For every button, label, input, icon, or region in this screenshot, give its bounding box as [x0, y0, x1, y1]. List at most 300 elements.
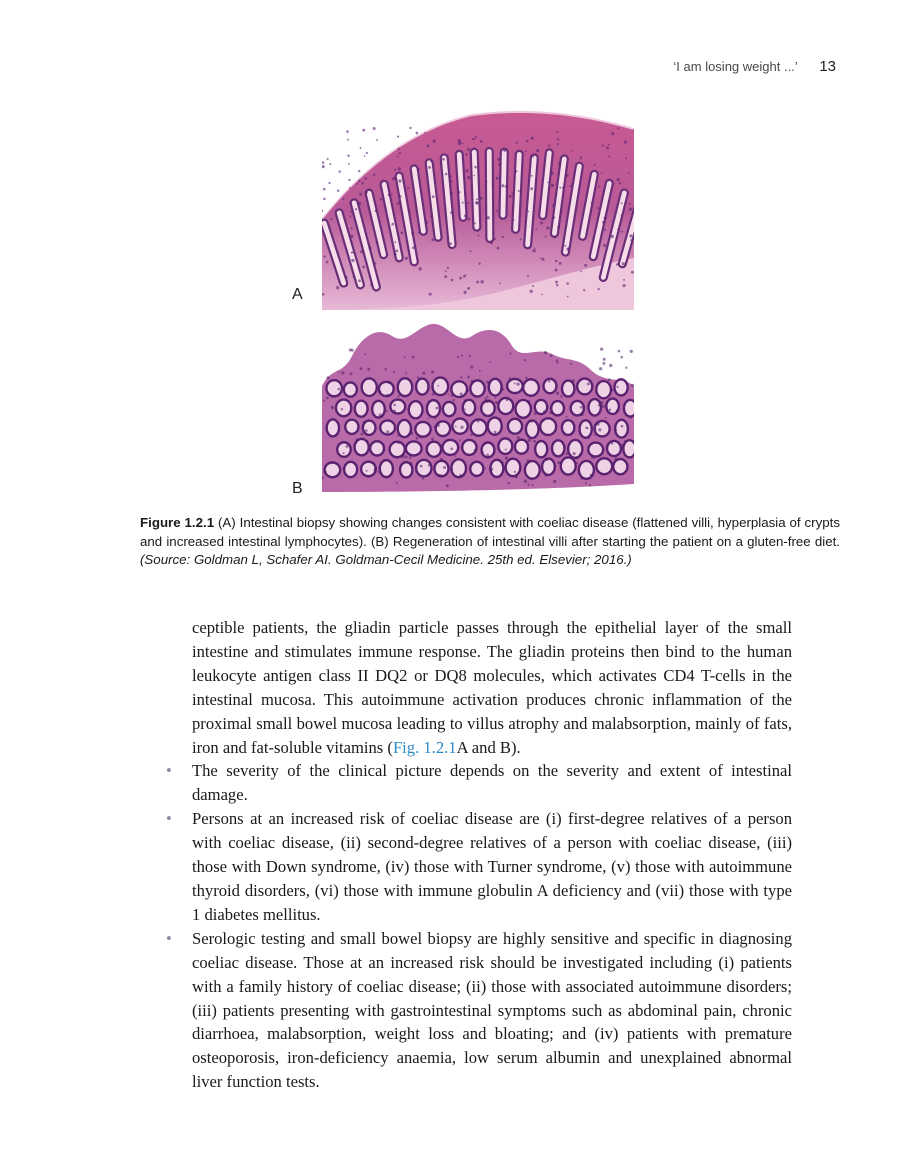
nucleus-dot [476, 202, 479, 205]
nucleus-dot [417, 168, 420, 171]
nucleus-dot [393, 371, 395, 373]
nucleus-dot [466, 169, 469, 172]
crypt-shape [498, 398, 513, 414]
nucleus-dot [397, 136, 399, 138]
nucleus-dot [477, 235, 479, 237]
nucleus-dot [436, 424, 439, 427]
nucleus-dot [603, 244, 606, 247]
crypt-shape [355, 401, 368, 417]
running-title: ‘I am losing weight ...’ [673, 59, 798, 74]
nucleus-dot [556, 131, 558, 133]
nucleus-dot [356, 183, 358, 185]
nucleus-dot [458, 191, 461, 194]
nucleus-dot [386, 430, 389, 433]
nucleus-dot [509, 353, 511, 355]
nucleus-dot [630, 350, 633, 353]
nucleus-dot [477, 420, 479, 422]
nucleus-dot [597, 207, 599, 209]
nucleus-dot [323, 198, 326, 201]
nucleus-dot [331, 406, 333, 408]
nucleus-dot [386, 410, 388, 412]
nucleus-dot [350, 235, 353, 238]
nucleus-dot [405, 257, 408, 260]
nucleus-dot [481, 280, 484, 283]
nucleus-dot [557, 138, 559, 140]
nucleus-dot [540, 257, 542, 259]
nucleus-dot [608, 143, 610, 145]
nucleus-dot [497, 158, 500, 161]
nucleus-dot [352, 251, 354, 253]
nucleus-dot [449, 175, 452, 178]
nucleus-dot [547, 182, 549, 184]
nucleus-dot [595, 428, 597, 430]
nucleus-dot [496, 177, 499, 180]
nucleus-dot [490, 361, 492, 363]
nucleus-dot [566, 282, 569, 285]
nucleus-dot [557, 143, 559, 145]
nucleus-dot [525, 377, 527, 379]
nucleus-dot [529, 460, 531, 462]
crypt-shape [416, 460, 431, 477]
nucleus-dot [460, 426, 463, 429]
nucleus-dot [378, 471, 380, 473]
nucleus-dot [559, 187, 561, 189]
nucleus-dot [445, 270, 447, 272]
nucleus-dot [346, 130, 349, 133]
nucleus-dot [379, 414, 382, 417]
nucleus-dot [486, 381, 489, 384]
nucleus-dot [551, 184, 554, 187]
nucleus-dot [515, 475, 518, 478]
nucleus-dot [412, 246, 415, 249]
nucleus-dot [527, 484, 529, 486]
nucleus-dot [450, 211, 453, 214]
nucleus-dot [429, 293, 432, 296]
nucleus-dot [485, 467, 487, 469]
crypt-shape [614, 379, 627, 395]
nucleus-dot [455, 426, 457, 428]
nucleus-dot [435, 418, 437, 420]
nucleus-dot [524, 359, 526, 361]
nucleus-dot [367, 188, 369, 190]
nucleus-dot [594, 434, 596, 436]
nucleus-dot [471, 380, 474, 383]
crypt-shape [325, 462, 341, 477]
nucleus-dot [467, 376, 470, 379]
nucleus-dot [620, 356, 623, 359]
nucleus-dot [451, 468, 453, 470]
crypt-shape [380, 460, 393, 477]
nucleus-dot [431, 371, 434, 374]
continuation-text: ceptible patients, the gliadin particle passes through the epithelial layer of the small intestine and stimulates immune response. The gliadin proteins then bind to the human leukocyte antigen class II DQ2 or DQ8 molecules, which activates CD4 T-cells in the intestinal mucosa. This autoimmune activation produces chronic inflammation of the proximal small bowel mucosa leading to villus atrophy and malabsorption, mainly of fats, iron and fat-soluble vitamins ( [192, 618, 792, 757]
nucleus-dot [490, 242, 493, 245]
figure-reference-link[interactable]: Fig. 1.2.1 [392, 737, 457, 757]
nucleus-dot [494, 238, 496, 240]
crypt-shape [624, 400, 634, 417]
nucleus-dot [600, 347, 603, 350]
nucleus-dot [571, 150, 573, 152]
crypt-shape [471, 149, 481, 231]
nucleus-dot [365, 191, 368, 194]
nucleus-dot [365, 429, 368, 432]
nucleus-dot [602, 145, 604, 147]
crypt-shape [452, 419, 467, 434]
nucleus-dot [518, 190, 520, 192]
biopsy-micrograph-a [322, 108, 634, 310]
nucleus-dot [480, 140, 483, 143]
crypt-shape [398, 420, 411, 437]
nucleus-dot [322, 210, 323, 212]
nucleus-dot [499, 418, 501, 420]
nucleus-dot [531, 137, 534, 140]
nucleus-dot [449, 242, 452, 245]
page-number: 13 [819, 58, 836, 75]
nucleus-dot [350, 227, 352, 229]
nucleus-dot [427, 144, 430, 147]
nucleus-dot [555, 281, 558, 284]
nucleus-dot [393, 410, 396, 413]
nucleus-dot [621, 425, 624, 428]
nucleus-dot [405, 456, 408, 459]
body-text [164, 616, 792, 1094]
nucleus-dot [528, 439, 531, 442]
nucleus-dot [495, 401, 498, 404]
nucleus-dot [353, 276, 355, 278]
nucleus-dot [561, 461, 563, 463]
nucleus-dot [520, 438, 522, 440]
nucleus-dot [373, 462, 375, 464]
nucleus-dot [462, 446, 464, 448]
nucleus-dot [419, 437, 421, 439]
nucleus-dot [520, 238, 522, 240]
nucleus-dot [496, 210, 498, 212]
nucleus-dot [401, 455, 404, 458]
crypt-shape [515, 440, 528, 454]
nucleus-dot [418, 267, 421, 270]
nucleus-dot [548, 144, 550, 146]
nucleus-dot [554, 466, 556, 468]
nucleus-dot [532, 285, 534, 287]
nucleus-dot [596, 468, 598, 470]
nucleus-dot [465, 274, 467, 276]
nucleus-dot [587, 427, 589, 429]
nucleus-dot [550, 354, 553, 357]
nucleus-dot [621, 444, 624, 447]
nucleus-dot [398, 167, 401, 170]
nucleus-dot [614, 457, 617, 460]
nucleus-dot [560, 211, 562, 213]
nucleus-dot [430, 160, 432, 162]
nucleus-dot [364, 155, 366, 157]
nucleus-dot [432, 195, 435, 198]
nucleus-dot [474, 166, 477, 169]
nucleus-dot [558, 461, 561, 464]
nucleus-dot [474, 222, 476, 224]
nucleus-dot [621, 215, 623, 217]
nucleus-dot [362, 265, 365, 268]
nucleus-dot [572, 379, 575, 382]
nucleus-dot [338, 170, 340, 172]
list-item [164, 927, 792, 1094]
nucleus-dot [526, 459, 528, 461]
nucleus-dot [362, 129, 365, 132]
nucleus-dot [624, 440, 626, 442]
nucleus-dot [420, 465, 423, 468]
crypt-shape [486, 148, 494, 242]
nucleus-dot [358, 202, 361, 205]
nucleus-dot [543, 410, 546, 413]
nucleus-dot [573, 452, 576, 455]
crypt-shape [434, 461, 448, 477]
biopsy-micrograph-b [322, 316, 634, 492]
nucleus-dot [530, 187, 533, 190]
nucleus-dot [534, 247, 536, 249]
crypt-shape [562, 420, 574, 435]
nucleus-dot [606, 146, 609, 149]
continuation-text-end: A and B). [456, 737, 521, 757]
nucleus-dot [618, 420, 620, 422]
crypt-shape [415, 422, 430, 437]
crypt-shape [344, 462, 357, 477]
crypt-shape [607, 441, 621, 456]
nucleus-dot [482, 451, 484, 453]
nucleus-dot [364, 177, 367, 180]
crypt-shape [508, 419, 522, 434]
nucleus-dot [356, 439, 359, 442]
nucleus-dot [338, 371, 340, 373]
nucleus-dot [630, 456, 632, 458]
nucleus-dot [530, 290, 533, 293]
nucleus-dot [459, 474, 462, 477]
nucleus-dot [486, 396, 488, 398]
nucleus-dot [342, 467, 344, 469]
nucleus-dot [446, 484, 449, 487]
nucleus-dot [476, 198, 478, 200]
nucleus-dot [625, 157, 627, 159]
crypt-shape [379, 382, 394, 396]
nucleus-dot [394, 253, 396, 255]
nucleus-dot [508, 482, 510, 484]
nucleus-dot [514, 383, 516, 385]
nucleus-dot [496, 247, 499, 250]
nucleus-dot [559, 262, 562, 265]
nucleus-dot [351, 259, 354, 262]
nucleus-dot [521, 452, 523, 454]
nucleus-dot [361, 182, 364, 185]
nucleus-dot [580, 406, 583, 409]
crypt-shape [436, 421, 450, 436]
nucleus-dot [554, 236, 557, 239]
nucleus-dot [326, 262, 328, 264]
biopsy-image-a [322, 108, 634, 310]
nucleus-dot [451, 279, 454, 282]
nucleus-dot [345, 276, 348, 279]
nucleus-dot [464, 214, 467, 217]
nucleus-dot [622, 262, 625, 265]
nucleus-dot [526, 140, 528, 142]
caption-source: (Source: Goldman L, Schafer AI. Goldman-Cecil Medicine. 25th ed. Elsevier; 2016.) [140, 552, 632, 567]
nucleus-dot [417, 376, 419, 378]
nucleus-dot [404, 357, 406, 359]
nucleus-dot [396, 249, 399, 252]
continuation-paragraph [164, 616, 792, 759]
figure-caption [140, 514, 840, 570]
caption-figure-number: Figure 1.2.1 [140, 515, 215, 530]
nucleus-dot [443, 466, 446, 469]
crypt-shape [344, 382, 357, 396]
list-item [164, 807, 792, 927]
nucleus-dot [608, 156, 610, 158]
nucleus-dot [374, 262, 377, 265]
crypt-shape [595, 421, 610, 437]
nucleus-dot [630, 417, 632, 419]
nucleus-dot [433, 140, 436, 143]
nucleus-dot [598, 288, 600, 290]
nucleus-dot [478, 263, 480, 265]
nucleus-dot [505, 456, 508, 459]
crypt-shape [451, 381, 467, 397]
nucleus-dot [385, 368, 387, 370]
nucleus-dot [550, 172, 553, 175]
nucleus-dot [513, 219, 515, 221]
nucleus-dot [624, 141, 627, 144]
nucleus-dot [330, 218, 332, 220]
nucleus-dot [349, 215, 351, 217]
nucleus-dot [432, 393, 435, 396]
nucleus-dot [505, 185, 508, 188]
nucleus-dot [374, 467, 377, 470]
nucleus-dot [322, 232, 324, 234]
nucleus-dot [358, 180, 360, 182]
crypt-shape [588, 399, 600, 415]
crypt-shape [606, 399, 619, 414]
nucleus-dot [391, 223, 394, 226]
nucleus-dot [347, 139, 349, 141]
nucleus-dot [623, 284, 626, 287]
nucleus-dot [616, 409, 618, 411]
nucleus-dot [580, 270, 582, 272]
nucleus-dot [583, 289, 585, 291]
nucleus-dot [515, 170, 517, 172]
nucleus-dot [326, 376, 329, 379]
crypt-shape [588, 443, 603, 457]
nucleus-dot [409, 127, 411, 129]
crypt-shape [506, 459, 521, 477]
nucleus-dot [606, 444, 608, 446]
nucleus-dot [450, 192, 453, 195]
nucleus-dot [427, 452, 429, 454]
nucleus-dot [592, 238, 594, 240]
running-header [673, 58, 836, 75]
nucleus-dot [602, 405, 605, 408]
crypt-shape [362, 378, 377, 395]
crypt-shape [327, 419, 339, 436]
nucleus-dot [602, 221, 605, 224]
nucleus-dot [399, 195, 402, 198]
nucleus-dot [405, 372, 407, 374]
nucleus-dot [401, 232, 403, 234]
nucleus-dot [629, 203, 631, 205]
nucleus-dot [566, 248, 569, 251]
nucleus-dot [525, 150, 527, 152]
nucleus-dot [347, 154, 349, 156]
nucleus-dot [467, 287, 470, 290]
nucleus-dot [416, 132, 419, 135]
crypt-shape [577, 379, 592, 395]
nucleus-dot [529, 247, 531, 249]
crypt-shape [370, 441, 384, 455]
nucleus-dot [378, 390, 381, 393]
nucleus-dot [516, 383, 519, 386]
nucleus-dot [398, 395, 400, 397]
nucleus-dot [516, 142, 518, 144]
nucleus-dot [599, 367, 602, 370]
nucleus-dot [360, 147, 362, 149]
nucleus-dot [465, 153, 467, 155]
nucleus-dot [625, 367, 627, 369]
crypt-shape [507, 379, 522, 393]
nucleus-dot [448, 394, 450, 396]
nucleus-dot [502, 462, 504, 464]
crypt-shape [623, 440, 634, 457]
crypt-shape [406, 441, 422, 455]
nucleus-dot [373, 127, 376, 130]
crypt-shape [562, 381, 574, 397]
nucleus-dot [366, 470, 368, 472]
nucleus-dot [566, 416, 568, 418]
nucleus-dot [545, 458, 548, 461]
nucleus-dot [474, 449, 477, 452]
nucleus-dot [506, 398, 509, 401]
nucleus-dot [605, 417, 607, 419]
nucleus-dot [416, 463, 418, 465]
nucleus-dot [597, 423, 600, 426]
nucleus-dot [480, 197, 483, 200]
nucleus-dot [370, 283, 373, 286]
nucleus-dot [499, 283, 501, 285]
nucleus-dot [484, 397, 486, 399]
nucleus-dot [542, 420, 544, 422]
nucleus-dot [366, 152, 368, 154]
nucleus-dot [623, 279, 625, 281]
nucleus-dot [393, 404, 396, 407]
nucleus-dot [467, 176, 470, 179]
nucleus-dot [598, 186, 600, 188]
nucleus-dot [555, 269, 558, 272]
nucleus-dot [350, 461, 352, 463]
nucleus-dot [442, 158, 445, 161]
nucleus-dot [373, 174, 375, 176]
nucleus-dot [556, 284, 558, 286]
nucleus-dot [427, 418, 429, 420]
crypt-shape [432, 378, 448, 396]
crypt-shape [451, 459, 466, 477]
nucleus-dot [337, 190, 339, 192]
nucleus-dot [589, 484, 591, 486]
nucleus-dot [409, 456, 412, 459]
nucleus-dot [594, 164, 596, 166]
nucleus-dot [587, 382, 590, 385]
nucleus-dot [463, 291, 466, 294]
nucleus-dot [501, 388, 504, 391]
nucleus-dot [517, 436, 520, 439]
biopsy-image-b [322, 316, 634, 492]
crypt-shape [462, 440, 476, 455]
nucleus-dot [462, 142, 464, 144]
nucleus-dot [473, 175, 475, 177]
nucleus-dot [591, 202, 593, 204]
nucleus-dot [346, 284, 348, 286]
